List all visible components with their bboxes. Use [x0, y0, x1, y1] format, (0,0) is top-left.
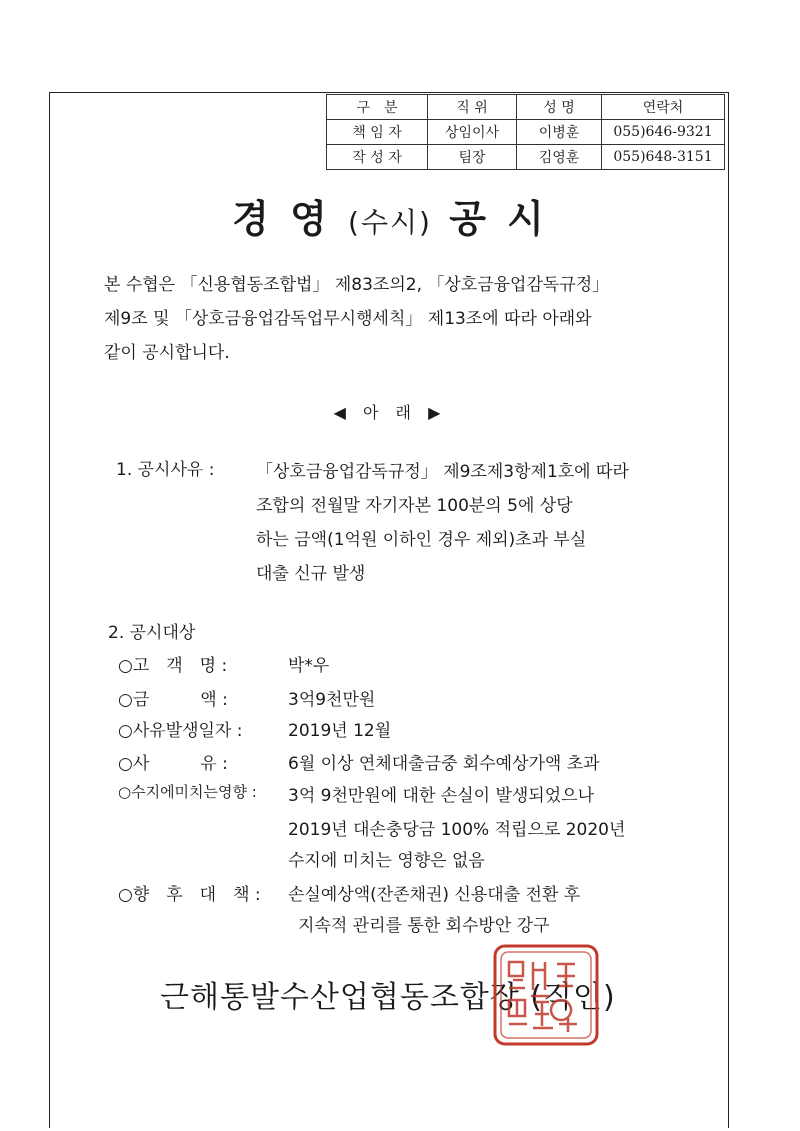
plan-continuation: 지속적 관리를 통한 회수방안 강구	[298, 916, 550, 936]
item-value: 3억9천만원	[288, 690, 376, 710]
intro-line: 제9조 및 「상호금융업감독업무시행세칙」 제13조에 따라 아래와	[104, 309, 592, 329]
impact-continuation: 2019년 대손충당금 100% 적립으로 2020년	[288, 820, 626, 840]
header-cell: 연락처	[602, 95, 725, 120]
table-cell: 이병훈	[517, 120, 602, 145]
item-impact	[118, 781, 594, 806]
item-value: 손실예상액(잔존채권) 신용대출 전환 후	[288, 885, 581, 905]
item-value: 2019년 12월	[288, 721, 392, 741]
section1-line: 조합의 전월말 자기자본 100분의 5에 상당	[256, 496, 573, 516]
table-header-row	[327, 95, 725, 120]
item-plan	[118, 880, 581, 905]
item-value: 3억 9천만원에 대한 손실이 발생되었으나	[288, 786, 594, 806]
item-value: 6월 이상 연체대출금중 회수예상가액 초과	[288, 754, 600, 774]
table-cell: 팀장	[428, 145, 517, 170]
official-seal-icon	[487, 940, 605, 1050]
table-row	[327, 120, 725, 145]
item-amount	[118, 685, 376, 710]
intro-line: 본 수협은 「신용협동조합법」 제83조의2, 「상호금융업감독규정」	[104, 275, 610, 295]
item-label: ○사유발생일자 :	[118, 721, 243, 741]
item-label: ○고 객 명 :	[118, 656, 228, 676]
section2-title: 2. 공시대상	[108, 623, 196, 643]
table-cell: 김영훈	[517, 145, 602, 170]
table-row	[327, 145, 725, 170]
table-cell: 055)648-3151	[602, 145, 725, 170]
item-reason	[118, 749, 600, 774]
item-value: 박*우	[288, 656, 330, 676]
title-main-2: 공 시	[449, 197, 548, 241]
section1-line: 「상호금융업감독규정」 제9조제3항제1호에 따라	[256, 462, 629, 482]
table-cell: 작 성 자	[327, 145, 428, 170]
item-label: ○향 후 대 책 :	[118, 885, 261, 905]
section1-line: 대출 신규 발생	[256, 564, 366, 584]
impact-continuation: 수지에 미치는 영향은 없음	[288, 851, 485, 871]
header-cell: 직 위	[428, 95, 517, 120]
item-label: ○금 액 :	[118, 690, 228, 710]
organization-name: 근해통발수산업협동조합장 (직인)	[160, 980, 616, 1015]
table-cell: 055)646-9321	[602, 120, 725, 145]
title-sub: (수시)	[348, 206, 432, 239]
header-cell: 구 분	[327, 95, 428, 120]
header-cell: 성 명	[517, 95, 602, 120]
below-marker: ◀ 아 래 ▶	[333, 403, 447, 422]
section1-text	[256, 455, 629, 591]
intro-line: 같이 공시합니다.	[104, 343, 230, 363]
page-title	[0, 188, 780, 243]
item-label: ○사 유 :	[118, 754, 228, 774]
item-customer	[118, 651, 330, 676]
title-main-1: 경 영	[232, 197, 331, 241]
table-cell: 책 임 자	[327, 120, 428, 145]
section1-label: 1. 공시사유 :	[116, 460, 215, 480]
contact-table	[326, 94, 725, 170]
item-date	[118, 716, 392, 741]
item-label: ○수지에미치는영향 :	[118, 783, 257, 801]
section1-line: 하는 금액(1억원 이하인 경우 제외)초과 부실	[256, 530, 587, 550]
table-cell: 상임이사	[428, 120, 517, 145]
intro-paragraph	[104, 268, 704, 370]
